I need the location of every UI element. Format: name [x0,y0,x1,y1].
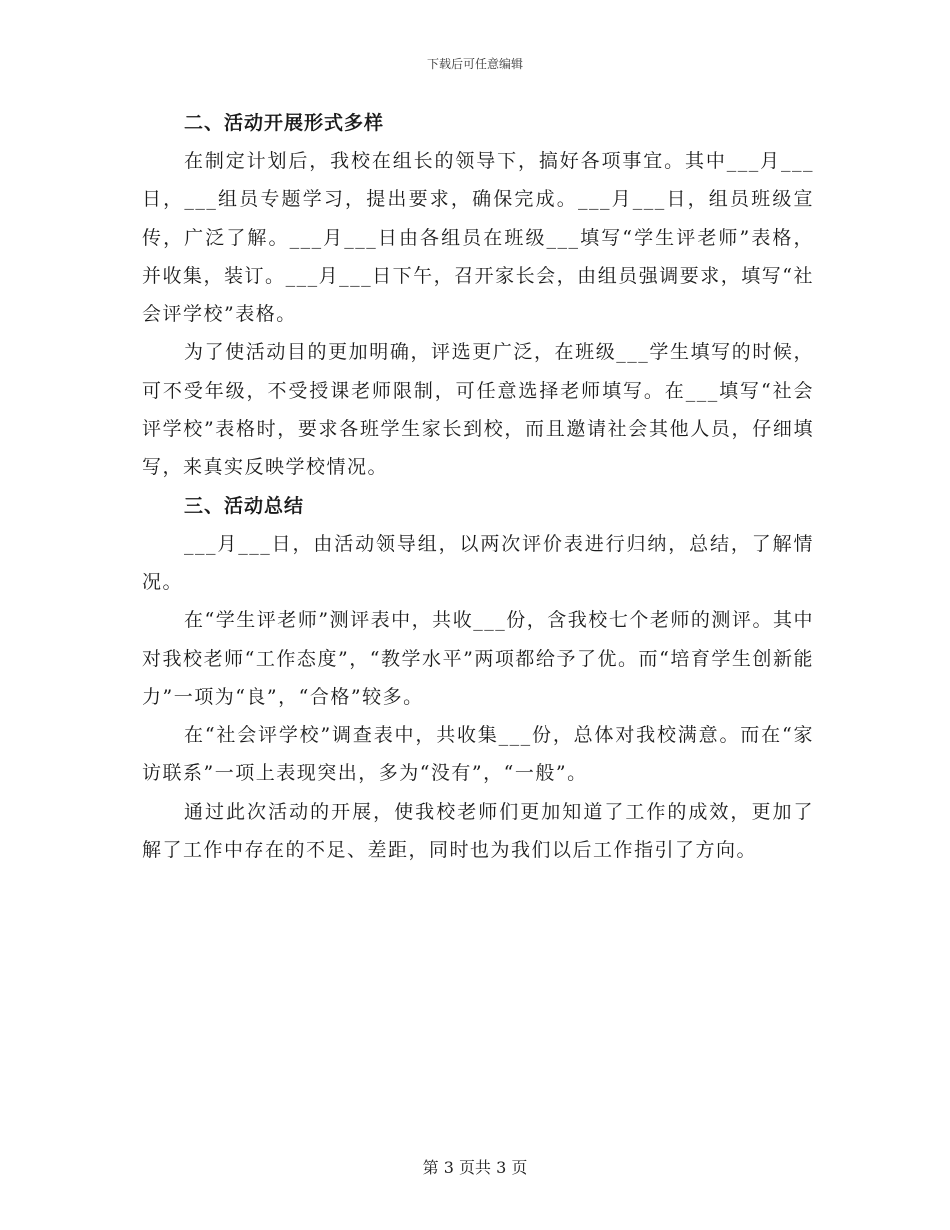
paragraph-purpose: 为了使活动目的更加明确，评选更广泛，在班级___学生填写的时候，可不受年级，不受授课老师限制，可任意选择老师填写。在___填写“社会评学校”表格时，要求各班学生家长到校，而且邀请社会其他人员，仔细填写，来真实反映学校情况。 [142,341,814,479]
page-number: 第 3 页共 3 页 [422,1158,528,1177]
paragraph-student-evaluation: 在“学生评老师”测评表中，共收___份，含我校七个老师的测评。其中对我校老师“工作态度”，“教学水平”两项都给予了优。而“培育学生创新能力”一项为“良”，“合格”较多。 [142,609,814,708]
header-note: 下载后可任意编辑 [426,57,523,71]
paragraph-summary-date: ___月___日，由活动领导组，以两次评价表进行归纳，总结，了解情况。 [142,532,814,593]
paragraph-schedule: 在制定计划后，我校在组长的领导下，搞好各项事宜。其中___月___日，___组员专题学习，提出要求，确保完成。___月___日，组员班级宣传，广泛了解。___月___日由各组员在班级___填写“学生评老师”表格，并收集，装订。___月___日下午，召开家长会，由组员强调要求，填写“社会评学校”表格。 [142,150,814,326]
paragraph-society-evaluation: 在“社会评学校”调查表中，共收集___份，总体对我校满意。而在“家访联系”一项上表现突出，多为“没有”，“一般”。 [142,724,814,785]
paragraph-conclusion: 通过此次活动的开展，使我校老师们更加知道了工作的成效，更加了解了工作中存在的不足、差距，同时也为我们以后工作指引了方向。 [142,800,814,862]
section-heading-activities: 二、活动开展形式多样 [184,112,385,134]
document-body [142,104,814,869]
section-heading-summary: 三、活动总结 [184,494,305,517]
